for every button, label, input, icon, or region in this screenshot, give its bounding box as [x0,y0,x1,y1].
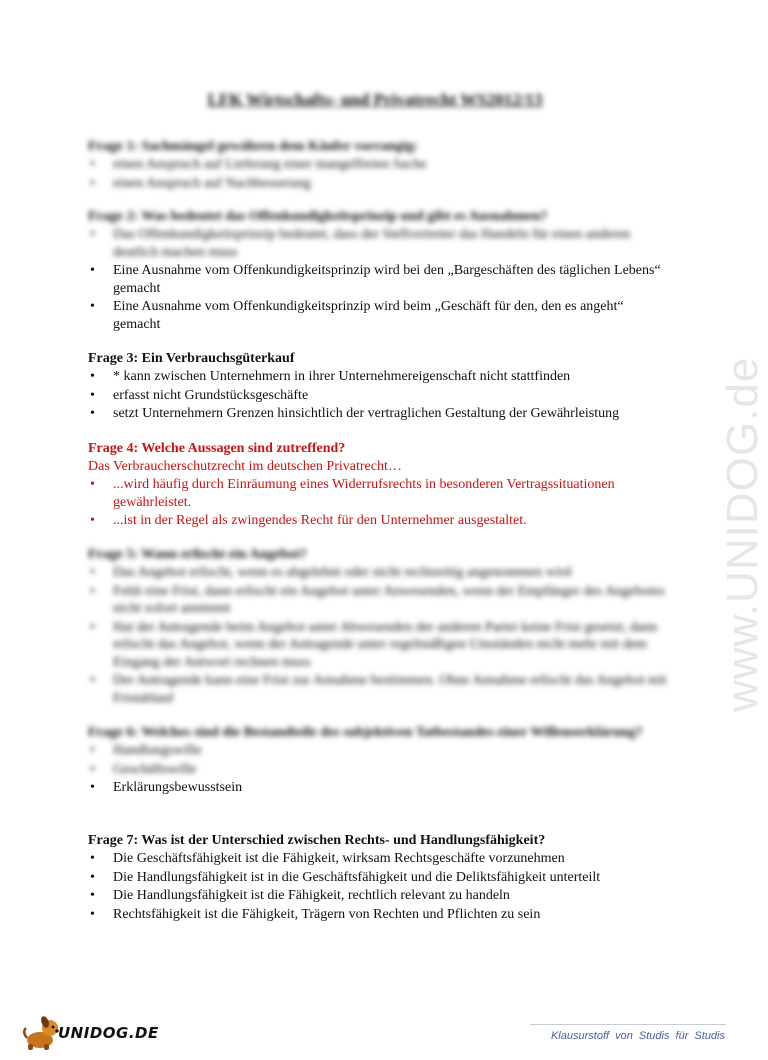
answer-item [88,387,673,405]
answer-item [88,298,673,333]
bullet-icon: • [90,761,95,777]
question-7 [88,832,673,924]
bullet-icon: • [90,175,95,191]
answer-text: Eine Ausnahme vom Offenkundigkeitsprinzip wird beim „Geschäft für den, den es angeht“ gemacht [113,299,624,332]
answer-text: ...wird häufig durch Einräumung eines Widerrufsrechts in besonderen Vertragssituationen gewährleistet. [113,477,615,510]
question-2-heading: Frage 2: Was bedeutet das Offenkundigkeitsprinzip und gibt es Ausnahmen? [88,209,548,224]
answer-text: einen Anspruch auf Lieferung einer mangelfreien Sache [113,157,427,172]
bullet-icon: • [90,513,95,528]
bullet-icon: • [90,673,95,688]
watermark-text: www.UNIDOG.de [718,356,767,712]
answer-item [88,262,673,297]
answer-text: einen Anspruch auf Nachbesserung [113,175,311,191]
question-5 [88,546,673,708]
question-7-answers [88,850,673,923]
answer-text: Rechtsfähigkeit ist die Fähigkeit, Trägern von Rechten und Pflichten zu sein [113,906,541,922]
question-5-heading: Frage 5: Wann erlischt ein Angebot? [88,547,307,562]
answer-item [88,583,673,618]
question-4-heading: Frage 4: Welche Aussagen sind zutreffend? [88,441,346,456]
answer-text: * kann zwischen Unternehmern in ihrer Unternehmereigenschaft nicht stattfinden [113,369,571,384]
answer-text: Erklärungsbewusstsein [113,780,243,795]
bullet-icon: • [90,888,95,903]
bullet-icon: • [90,743,95,758]
bullet-icon: • [90,406,95,421]
bullet-icon: • [90,387,95,403]
answer-item [88,619,673,672]
bullet-icon: • [90,157,95,172]
answer-text: Der Antragende kann eine Frist zur Annahme bestimmen. Ohne Annahme erlischt das Angebot mit Fristablauf [113,673,667,706]
question-1-heading: Frage 1: Sachmängel gewähren dem Käufer vorrangig: [88,139,418,154]
bullet-icon: • [90,369,95,384]
bullet-icon: • [90,583,95,599]
question-3-answers [88,368,673,423]
unidog-logo-text: UNIDOG.DE [58,1024,159,1042]
question-1 [88,138,673,193]
question-1-answers [88,156,673,192]
question-3 [88,350,673,424]
answer-text: ...ist in der Regel als zwingendes Recht für den Unternehmer ausgestaltet. [113,513,527,528]
bullet-icon: • [90,869,95,885]
footer-divider [530,1024,726,1025]
bullet-icon: • [90,851,95,866]
question-4-answers [88,476,673,530]
answer-text: Eine Ausnahme vom Offenkundigkeitsprinzip wird bei den „Bargeschäften des täglichen Lebens“ gemacht [113,263,661,296]
bullet-icon: • [90,227,95,242]
answer-text: Geschäftswille [113,761,197,777]
answer-item [88,226,673,261]
question-2 [88,208,673,334]
answer-text: Die Handlungsfähigkeit ist in die Geschäftsfähigkeit und die Deliktsfähigkeit unterteilt [113,869,601,885]
question-3-heading: Frage 3: Ein Verbrauchsgüterkauf [88,351,295,366]
answer-text: setzt Unternehmern Grenzen hinsichtlich der vertraglichen Gestaltung der Gewährleistung [113,406,620,421]
question-2-answers [88,226,673,333]
question-5-answers [88,564,673,707]
answer-item [88,156,673,174]
answer-item [88,761,673,779]
answer-item [88,564,673,582]
answer-item [88,869,673,887]
question-4-intro: Das Verbraucherschutzrecht im deutschen Privatrecht… [88,459,402,474]
answer-item [88,887,673,905]
answer-text: Hat der Antragende beim Angebot unter Abwesenden der anderen Partei keine Frist gesetzt, dann erlischt das Angebot, wenn der Antragende unter regelmäßigen Umständen nicht mehr mit dem Eingang der Antwort rechnen muss [113,619,658,670]
question-6 [88,724,673,798]
bullet-icon: • [90,263,95,278]
question-4 [88,440,673,531]
answer-item [88,779,673,797]
answer-item [88,512,673,530]
answer-text: Fehlt eine Frist, dann erlischt ein Angebot unter Anwesenden, wenn der Empfänger des Angebotes nicht sofort annimmt [113,583,665,616]
bullet-icon: • [90,565,95,580]
answer-text: Die Geschäftsfähigkeit ist die Fähigkeit, wirksam Rechtsgeschäfte vorzunehmen [113,851,565,866]
answer-text: Das Offenkundigkeitsprinzip bedeutet, dass der Stellvertreter das Handeln für einen anderen deutlich machen muss [113,227,631,260]
bullet-icon: • [90,780,95,795]
answer-text: erfasst nicht Grundstücksgeschäfte [113,387,309,403]
answer-item [88,850,673,868]
footer-tagline: Klausurstoff von Studis für Studis [550,1030,725,1042]
answer-item [88,476,673,511]
document-title: LFK Wirtschafts- und Privatrecht WS2012/13 [207,90,543,109]
bullet-icon: • [90,299,95,314]
bullet-icon: • [90,906,95,922]
question-7-heading: Frage 7: Was ist der Unterschied zwischen Rechts- und Handlungsfähigkeit? [88,833,546,848]
answer-text: Die Handlungsfähigkeit ist die Fähigkeit, rechtlich relevant zu handeln [113,888,510,903]
bullet-icon: • [90,477,95,492]
answer-item [88,742,673,760]
question-6-heading: Frage 6: Welches sind die Bestandteile des subjektiven Tatbestandes einer Willenserklärung? [88,725,643,740]
question-6-answers [88,742,673,797]
answer-item [88,672,673,707]
answer-item [88,906,673,924]
answer-text: Das Angebot erlischt, wenn es abgelehnt oder nicht rechtzeitig angenommen wird [113,565,572,580]
answer-item [88,405,673,423]
answer-item [88,368,673,386]
answer-item [88,175,673,193]
answer-text: Handlungswille [113,743,202,758]
bullet-icon: • [90,619,95,635]
